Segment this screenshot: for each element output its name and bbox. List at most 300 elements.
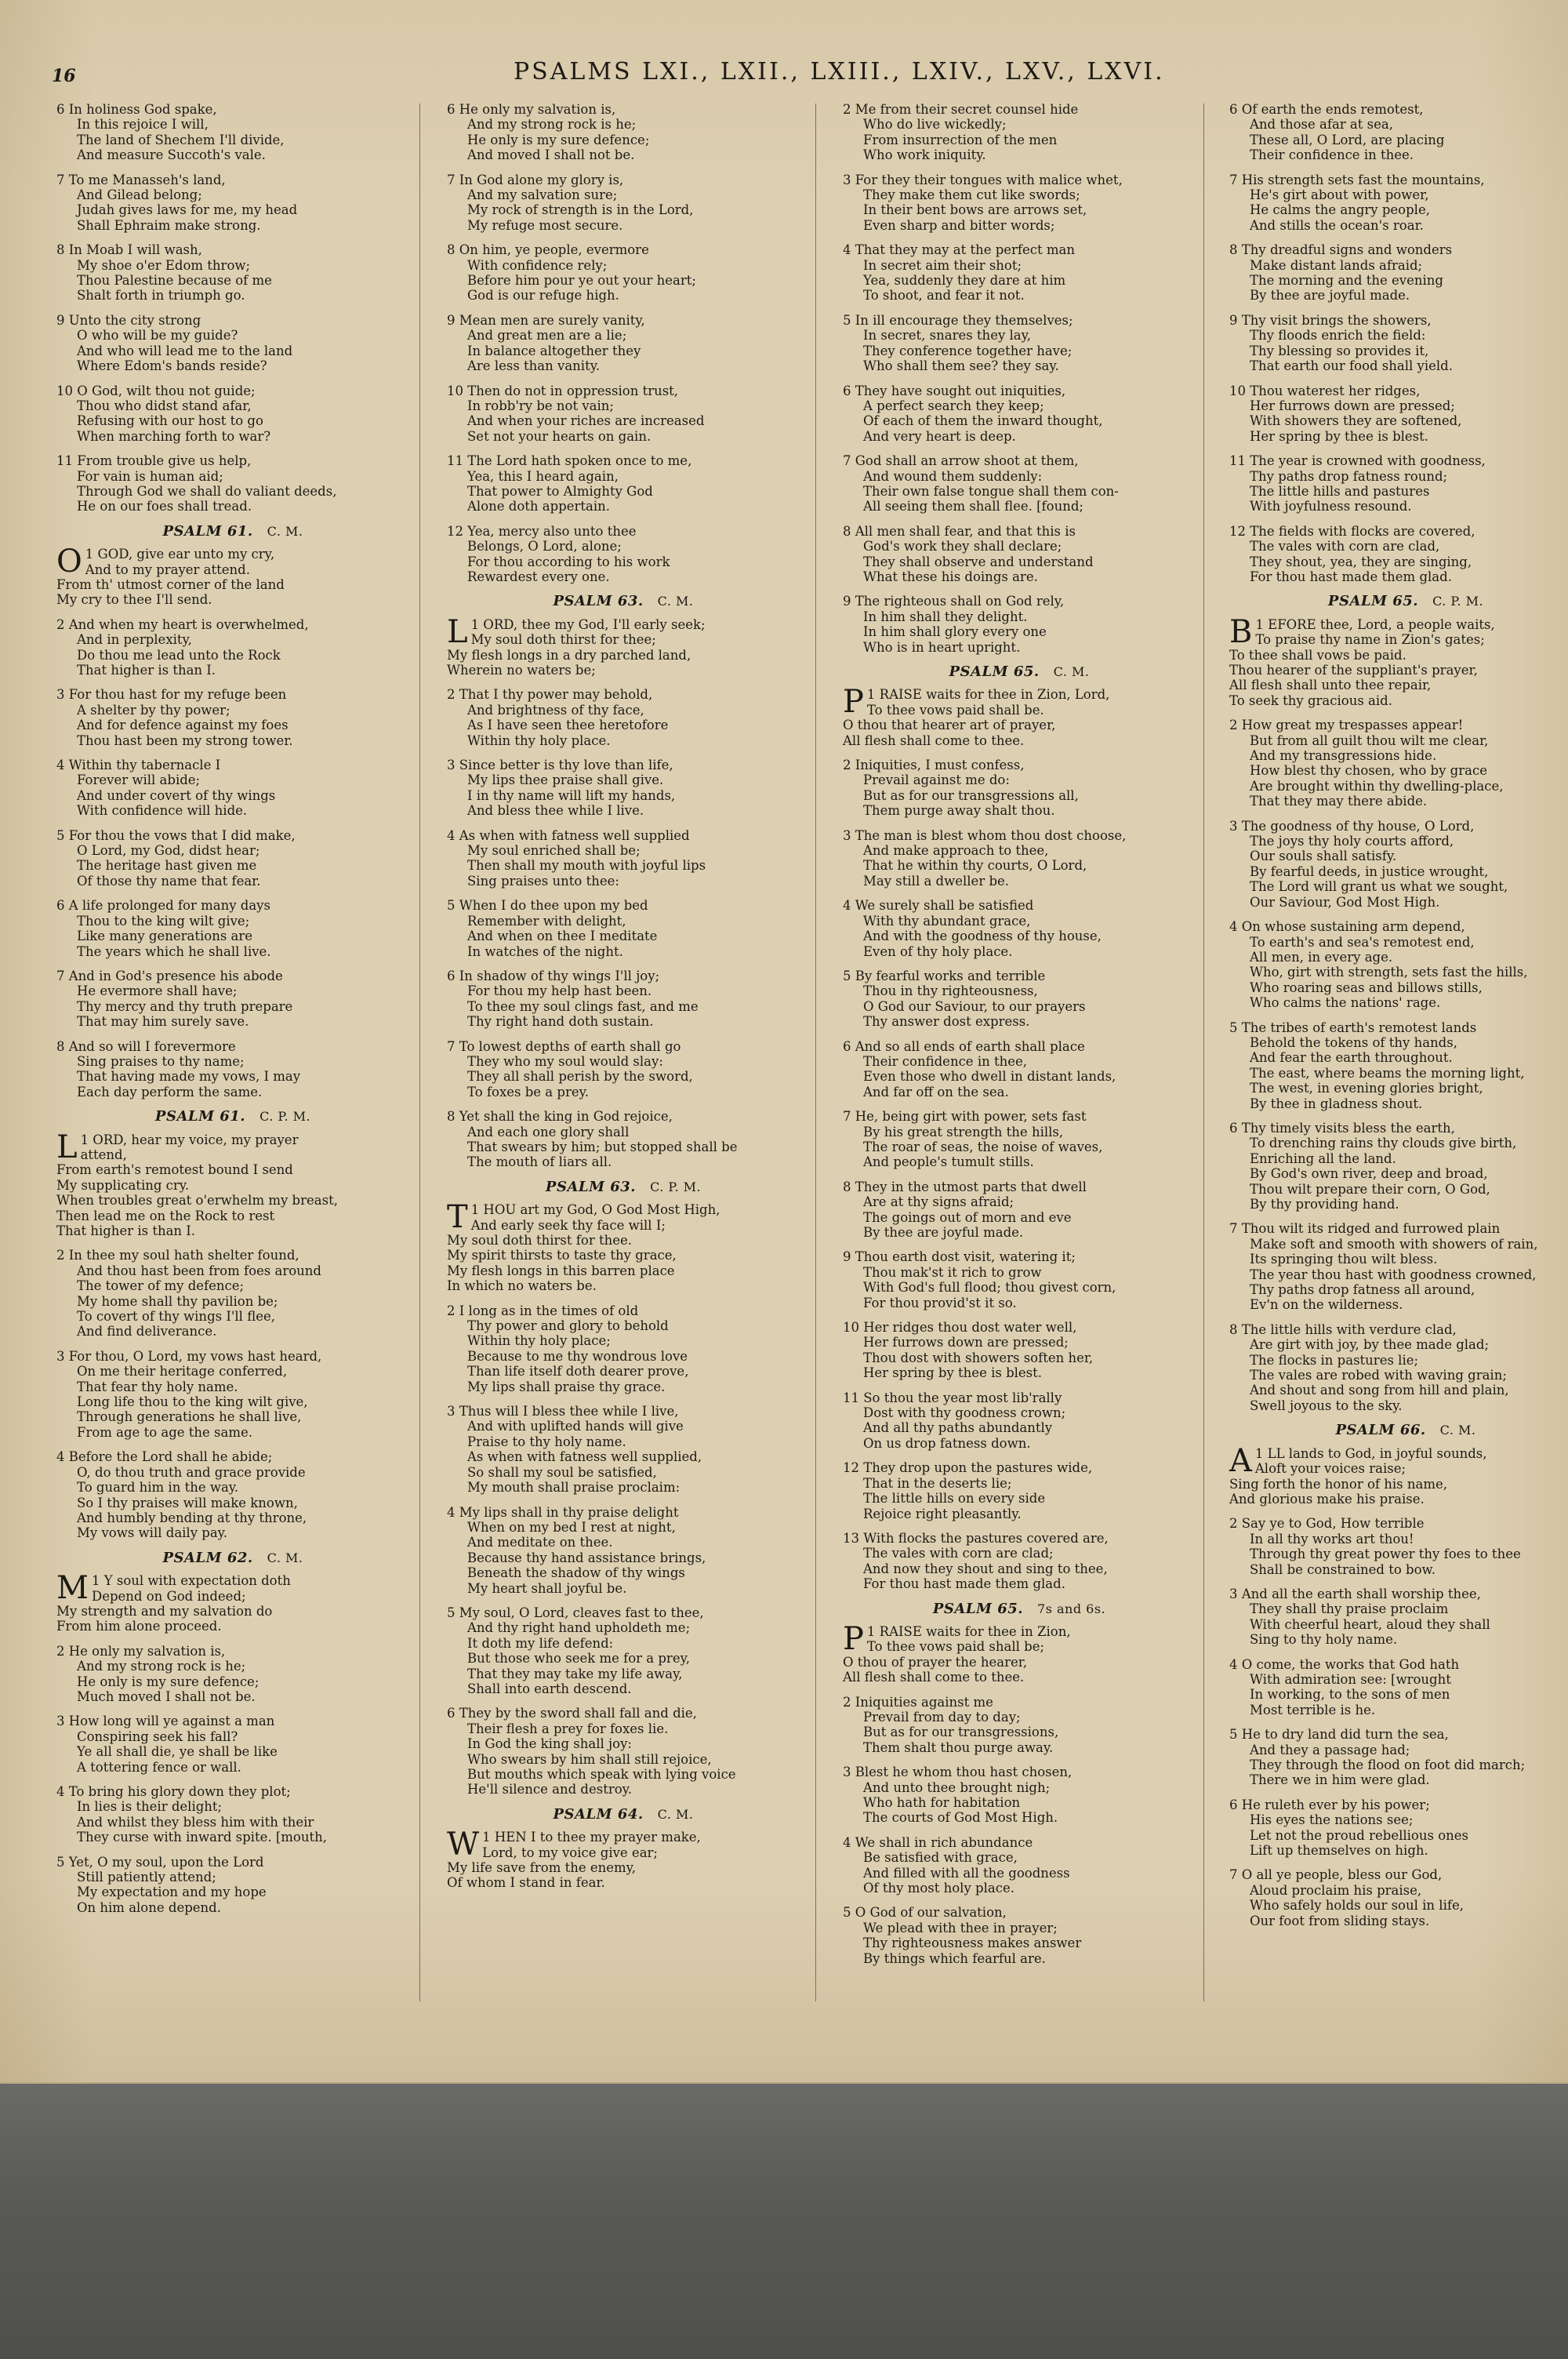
verse-line: 9 Unto the city strong <box>56 312 201 328</box>
verse-line: They shall thy praise proclaim <box>1250 1601 1449 1617</box>
verse-line: These all, O Lord, are placing <box>1250 132 1445 147</box>
verse-line: Ye all shall die, ye shall be like <box>77 1744 278 1760</box>
verse <box>843 383 1196 445</box>
verse-line: 3 The man is blest whom thou dost choose, <box>843 827 1127 843</box>
verse <box>1229 613 1568 708</box>
verse-line: Sing praises unto thee: <box>467 873 619 889</box>
verse-line: By fearful deeds, in justice wrought, <box>1250 863 1489 879</box>
verse-line: And unto thee brought nigh; <box>863 1779 1051 1795</box>
verse-line: Then lead me on the Rock to rest <box>56 1208 275 1223</box>
psalm-heading <box>1229 594 1568 609</box>
verse-line: When on my bed I rest at night, <box>467 1519 676 1535</box>
verse-line: In which no waters be. <box>447 1278 597 1294</box>
verse-line: And early seek thy face will I; <box>470 1217 666 1233</box>
verse-line: On us drop fatness down. <box>863 1435 1031 1451</box>
verse-line: 7 Thou wilt its ridged and furrowed plain <box>1229 1221 1501 1237</box>
verse-line: My strength and my salvation do <box>56 1603 273 1619</box>
drop-cap: A <box>1229 1442 1252 1479</box>
verse-line: In all thy works art thou! <box>1250 1531 1414 1547</box>
verse-line: 7 And in God's presence his abode <box>56 968 283 983</box>
verse-line: With confidence rely; <box>467 257 608 273</box>
verse-line: 7 In God alone my glory is, <box>447 172 624 187</box>
verse-line: God's work they shall declare; <box>863 539 1062 554</box>
verse-line: 3 Blest he whom thou hast chosen, <box>843 1765 1073 1780</box>
verse <box>447 1303 800 1394</box>
verse-line: Beneath the shadow of thy wings <box>467 1565 685 1581</box>
verse-line: 9 Thy visit brings the showers, <box>1229 312 1432 328</box>
column-divider <box>815 104 816 2001</box>
verse-line: With cheerful heart, aloud they shall <box>1250 1616 1490 1632</box>
verse-line: And make approach to thee, <box>863 843 1049 859</box>
verse-line: That earth our food shall yield. <box>1250 358 1453 374</box>
verse-line: 3 For thou, O Lord, my vows hast heard, <box>56 1348 322 1364</box>
verse-line: Like many generations are <box>77 929 253 944</box>
verse-line: The goings out of morn and eve <box>863 1209 1072 1225</box>
verse-line: Thou hast been my strong tower. <box>77 732 293 748</box>
verse <box>843 1039 1196 1100</box>
verse <box>843 1835 1196 1896</box>
verse <box>447 1404 800 1495</box>
verse-line: When troubles great o'erwhelm my breast, <box>56 1193 338 1209</box>
text-column-2 <box>447 102 800 1900</box>
verse-line: Thou dost with showers soften her, <box>863 1350 1094 1365</box>
verse-line: They shout, yea, they are singing, <box>1250 554 1472 569</box>
verse-line: 6 He ruleth ever by his power; <box>1229 1797 1430 1812</box>
verse-line: The west, in evening glories bright, <box>1250 1081 1483 1096</box>
verse-line: And far off on the sea. <box>863 1084 1009 1100</box>
verse-line: My heart shall joyful be. <box>467 1580 627 1596</box>
psalm-title: PSALM 63. <box>545 1178 637 1195</box>
verse-line: 1 LL lands to God, in joyful sounds, <box>1254 1445 1487 1461</box>
verse-line: Where Edom's bands reside? <box>77 358 267 374</box>
verse-line: Yea, this I heard again, <box>467 468 619 484</box>
verse-line: And my strong rock is he; <box>467 117 637 133</box>
verse-line: And shout and song from hill and plain, <box>1250 1383 1509 1398</box>
verse-line: And now they shout and sing to thee, <box>863 1561 1108 1576</box>
verse-line: Wherein no waters be; <box>447 663 596 678</box>
verse-line: 7 God shall an arrow shoot at them, <box>843 453 1079 469</box>
verse-line: Its springing thou wilt bless. <box>1250 1252 1438 1267</box>
verse-line: Aloud proclaim his praise, <box>1250 1882 1422 1898</box>
verse-line: Her spring by thee is blest. <box>863 1365 1043 1381</box>
verse-line: 5 When I do thee upon my bed <box>447 898 648 914</box>
verse <box>843 898 1196 959</box>
verse-line: Thy right hand doth sustain. <box>467 1014 654 1030</box>
verse-line: 1 ORD, thee my God, I'll early seek; <box>470 616 706 632</box>
verse-line: The joys thy holy courts afford, <box>1250 834 1454 849</box>
verse <box>843 1249 1196 1310</box>
verse-line: My shoe o'er Edom throw; <box>77 257 251 273</box>
verse <box>447 1109 800 1170</box>
drop-cap: B <box>1229 613 1253 650</box>
verse-line: 4 My lips shall in thy praise delight <box>447 1504 679 1520</box>
verse <box>1229 242 1568 304</box>
verse-line: My vows will daily pay. <box>77 1525 228 1541</box>
verse <box>843 242 1196 304</box>
verse-line: Who roaring seas and billows stills, <box>1250 980 1483 995</box>
verse-line: All flesh shall come to thee. <box>843 1670 1025 1685</box>
verse <box>1229 1797 1568 1859</box>
verse-line: 9 The righteous shall on God rely, <box>843 594 1065 609</box>
verse-line: 10 O God, wilt thou not guide; <box>56 383 256 398</box>
verse-line: Through God we shall do valiant deeds, <box>77 483 337 499</box>
verse-line: The vales are robed with waving grain; <box>1250 1368 1507 1383</box>
verse-line: That they may take my life away, <box>467 1666 683 1681</box>
verse-line: He's girt about with power, <box>1250 187 1429 203</box>
verse-line: As when with fatness well supplied, <box>467 1449 702 1465</box>
verse-line: 7 To lowest depths of earth shall go <box>447 1038 681 1054</box>
psalm-title: PSALM 66. <box>1335 1422 1426 1439</box>
verse <box>447 828 800 889</box>
verse-line: All men, in every age. <box>1250 949 1393 965</box>
verse-line: In their bent bows are arrows set, <box>863 202 1087 218</box>
verse-line: My supplicating cry. <box>56 1177 190 1193</box>
verse-line: By things which fearful are. <box>863 1950 1046 1966</box>
verse <box>843 1460 1196 1521</box>
verse-line: By thee are joyful made. <box>1250 288 1410 304</box>
verse-line: In this rejoice I will, <box>77 117 209 133</box>
verse-line: From him alone proceed. <box>56 1619 222 1634</box>
verse-line: And whilst they bless him with their <box>77 1814 314 1830</box>
verse <box>447 1505 800 1596</box>
verse-line: They conference together have; <box>863 343 1073 358</box>
psalm-title: PSALM 61. <box>154 1108 246 1125</box>
verse-line: Within thy holy place. <box>467 732 611 748</box>
verse-line: 2 That I thy power may behold, <box>447 687 653 703</box>
verse <box>447 524 800 585</box>
verse-line: For thou provid'st it so. <box>863 1295 1017 1310</box>
verse-line: 6 They have sought out iniquities, <box>843 383 1066 398</box>
verse <box>56 828 409 889</box>
verse-line: O Lord, my God, didst hear; <box>77 843 260 859</box>
verse-line: Refusing with our host to go <box>77 413 263 429</box>
verse-line: Shall be constrained to bow. <box>1250 1561 1436 1577</box>
verse-line: Praise to thy holy name. <box>467 1434 626 1449</box>
verse-line: 4 O come, the works that God hath <box>1229 1656 1460 1672</box>
verse-line: 1 ORD, hear my voice, my prayer <box>80 1132 299 1147</box>
drop-cap: M <box>56 1570 89 1607</box>
psalm-heading <box>56 1109 409 1124</box>
psalm-title: PSALM 64. <box>553 1805 644 1823</box>
verse <box>447 242 800 304</box>
verse <box>447 102 800 163</box>
verse-line: Thou to the king wilt give; <box>77 913 250 929</box>
verse-line: Thou mak'st it rich to grow <box>863 1264 1042 1280</box>
verse <box>843 594 1196 655</box>
verse-line: 5 Yet, O my soul, upon the Lord <box>56 1854 264 1870</box>
verse <box>1229 1657 1568 1718</box>
verse-line: That swears by him; but stopped shall be <box>467 1139 738 1154</box>
verse-line: To drenching rains thy clouds give birth, <box>1250 1136 1517 1151</box>
verse-line: 6 Of earth the ends remotest, <box>1229 102 1424 117</box>
verse <box>56 1349 409 1440</box>
verse-line: And people's tumult stills. <box>863 1154 1034 1170</box>
verse-line: attend, <box>80 1147 127 1162</box>
verse-line: From earth's remotest bound I send <box>56 1162 293 1178</box>
verse-line: 7 O all ye people, bless our God, <box>1229 1867 1443 1883</box>
verse-line: And find deliverance. <box>77 1324 217 1339</box>
verse-line: 2 Me from their secret counsel hide <box>843 102 1079 117</box>
verse <box>447 173 800 234</box>
drop-cap: P <box>843 1620 864 1657</box>
verse-line: Then shall my mouth with joyful lips <box>467 858 706 874</box>
verse-line: O God our Saviour, to our prayers <box>863 998 1086 1014</box>
psalm-meter: C. M. <box>1439 1423 1476 1438</box>
verse <box>447 453 800 514</box>
verse-line: That they may there abide. <box>1250 794 1428 809</box>
verse-line: 1 HOU art my God, O God Most High, <box>470 1202 720 1218</box>
verse-line: Their confidence in thee, <box>863 1053 1027 1069</box>
verse-line: To thee vows paid shall be. <box>866 702 1044 718</box>
verse-line: Who is in heart upright. <box>863 639 1021 655</box>
verse-line: 1 EFORE thee, Lord, a people waits, <box>1255 616 1495 632</box>
verse <box>56 687 409 748</box>
verse-line: In robb'ry be not vain; <box>467 398 614 413</box>
verse <box>56 543 409 608</box>
verse-line: Of whom I stand in fear. <box>447 1875 605 1891</box>
verse-line: Within thy holy place; <box>467 1333 611 1349</box>
verse-line: 2 I long as in the times of old <box>447 1303 639 1318</box>
verse-line: 2 In thee my soul hath shelter found, <box>56 1248 299 1263</box>
verse-line: And humbly bending at thy throne, <box>77 1510 307 1525</box>
psalm-meter: C. M. <box>1053 664 1090 679</box>
verse-line: 8 All men shall fear, and that this is <box>843 523 1076 539</box>
column-divider <box>419 104 420 2001</box>
verse-line: 7 His strength sets fast the mountains, <box>1229 172 1485 187</box>
verse-line: Dost with thy goodness crown; <box>863 1405 1066 1421</box>
verse-line: For thou according to his work <box>467 554 670 569</box>
verse-line: Her spring by thee is blest. <box>1250 428 1429 444</box>
verse-line: And under covert of thy wings <box>77 787 276 803</box>
verse-line: 9 Thou earth dost visit, watering it; <box>843 1249 1076 1265</box>
verse-line: Through thy great power thy foes to thee <box>1250 1547 1521 1562</box>
verse-line: 1 RAISE waits for thee in Zion, <box>866 1623 1071 1639</box>
verse-line: 8 In Moab I will wash, <box>56 242 202 258</box>
verse-line: Belongs, O Lord, alone; <box>467 539 622 554</box>
verse-line: Make distant lands afraid; <box>1250 257 1423 273</box>
verse <box>1229 1587 1568 1648</box>
verse <box>56 102 409 163</box>
verse-line: On him alone depend. <box>77 1899 221 1915</box>
verse-line: Thou hearer of the suppliant's prayer, <box>1229 663 1478 678</box>
verse-line: I in thy name will lift my hands, <box>467 787 676 803</box>
verse-line: And Gilead belong; <box>77 187 202 203</box>
verse-line: By thee in gladness shout. <box>1250 1096 1423 1111</box>
verse-line: By thee are joyful made. <box>863 1225 1024 1240</box>
verse-line: His eyes the nations see; <box>1250 1812 1414 1828</box>
scan-background <box>0 2084 1568 2359</box>
verse-line: Let not the proud rebellious ones <box>1250 1827 1468 1843</box>
verse-line: And wound them suddenly: <box>863 468 1043 484</box>
verse-line: 12 They drop upon the pastures wide, <box>843 1460 1093 1476</box>
psalm-meter: C. M. <box>267 1550 303 1565</box>
psalm-heading <box>447 1807 800 1822</box>
verse-line: And those afar at sea, <box>1250 117 1393 133</box>
verse-line: Who, girt with strength, sets fast the hills, <box>1250 965 1528 980</box>
verse-line: And thou hast been from foes around <box>77 1263 321 1278</box>
verse-line: 3 And all the earth shall worship thee, <box>1229 1586 1481 1601</box>
verse-line: 6 They by the sword shall fall and die, <box>447 1706 697 1721</box>
verse-line: We plead with thee in prayer; <box>863 1920 1058 1936</box>
verse-line: 8 Yet shall the king in God rejoice, <box>447 1109 673 1125</box>
verse-line: How blest thy chosen, who by grace <box>1250 763 1487 779</box>
verse-line: In balance altogether they <box>467 343 641 358</box>
verse-line: My home shall thy pavilion be; <box>77 1293 278 1309</box>
verse <box>56 617 409 678</box>
verse-line: When marching forth to war? <box>77 428 271 444</box>
verse-line: Even sharp and bitter words; <box>863 217 1055 233</box>
verse <box>1229 1516 1568 1577</box>
verse-line: My flesh longs in this barren place <box>447 1263 675 1278</box>
verse <box>843 684 1196 748</box>
verse <box>56 1570 409 1634</box>
verse-line: 8 They in the utmost parts that dwell <box>843 1179 1087 1194</box>
verse-line: 8 Thy dreadful signs and wonders <box>1229 242 1453 258</box>
verse <box>56 1129 409 1239</box>
verse-line: To thee shall vows be paid. <box>1229 647 1406 663</box>
verse-line: Them purge away shalt thou. <box>863 803 1055 819</box>
verse-line: 4 Before the Lord shall he abide; <box>56 1449 273 1465</box>
verse-line: The tower of my defence; <box>77 1278 245 1294</box>
verse <box>843 313 1196 374</box>
verse-line: Who swears by him shall still rejoice, <box>467 1751 712 1767</box>
verse-line: The land of Shechem I'll divide, <box>77 132 285 147</box>
verse-line: 2 He only my salvation is, <box>56 1643 226 1659</box>
verse-line: 10 Her ridges thou dost water well, <box>843 1320 1077 1336</box>
verse-line: Through generations he shall live, <box>77 1409 302 1425</box>
verse-line: 1 GOD, give ear unto my cry, <box>85 547 275 562</box>
verse-line: Of thy most holy place. <box>863 1881 1014 1896</box>
verse-line: 8 The little hills with verdure clad, <box>1229 1321 1457 1337</box>
verse-line: 1 RAISE waits for thee in Zion, Lord, <box>866 687 1110 703</box>
verse <box>447 898 800 959</box>
verse-line: To praise thy name in Zion's gates; <box>1255 632 1485 648</box>
verse-line: Alone doth appertain. <box>467 499 610 514</box>
verse-line: And my salvation sure; <box>467 187 618 203</box>
verse-line: My soul doth thirst for thee. <box>447 1233 632 1248</box>
verse <box>447 1605 800 1696</box>
verse-line: The vales with corn are clad; <box>863 1546 1054 1561</box>
verse-line: 7 He, being girt with power, sets fast <box>843 1109 1087 1125</box>
verse <box>56 383 409 445</box>
verse-line: 10 Thou waterest her ridges, <box>1229 383 1421 398</box>
verse-line: That he within thy courts, O Lord, <box>863 858 1087 874</box>
verse-line: 9 Mean men are surely vanity, <box>447 312 645 328</box>
verse-line: O, do thou truth and grace provide <box>77 1464 306 1480</box>
verse <box>843 828 1196 889</box>
drop-cap: T <box>447 1199 468 1236</box>
verse-line: Prevail from day to day; <box>863 1709 1021 1725</box>
verse <box>1229 718 1568 809</box>
verse-line: Sing forth the honor of his name, <box>1229 1476 1447 1492</box>
verse-line: That having made my vows, I may <box>77 1069 301 1085</box>
verse-line: He on our foes shall tread. <box>77 499 252 514</box>
verse-line: To shoot, and fear it not. <box>863 288 1025 304</box>
verse-line: Their flesh a prey for foxes lie. <box>467 1721 669 1736</box>
running-title: PSALMS LXI., LXII., LXIII., LXIV., LXV., LXVI. <box>514 58 1165 85</box>
verse-line: They who my soul would slay: <box>467 1053 663 1069</box>
verse <box>843 758 1196 819</box>
psalm-title: PSALM 62. <box>162 1549 253 1566</box>
verse-line: 5 For thou the vows that I did make, <box>56 827 296 843</box>
verse-line: In lies is their delight; <box>77 1799 223 1815</box>
verse-line: With thy abundant grace, <box>863 913 1031 929</box>
verse-line: By his great strength the hills, <box>863 1124 1064 1140</box>
verse <box>843 1765 1196 1826</box>
verse-line: Thou in thy righteousness, <box>863 983 1038 999</box>
verse-line: Are at thy signs afraid; <box>863 1194 1014 1210</box>
verse-line: They through the flood on foot did march; <box>1250 1757 1526 1772</box>
verse-line: Her furrows down are pressed; <box>863 1335 1069 1350</box>
verse <box>843 969 1196 1030</box>
verse-line: 3 For they their tongues with malice whet, <box>843 172 1123 187</box>
verse-line: To earth's and sea's remotest end, <box>1250 934 1475 950</box>
verse-line: 5 The tribes of earth's remotest lands <box>1229 1020 1477 1035</box>
verse-line: What these his doings are. <box>863 569 1038 584</box>
verse <box>447 613 800 678</box>
verse-line: To covert of thy wings I'll flee, <box>77 1309 275 1325</box>
verse-line: There we in him were glad. <box>1250 1772 1430 1788</box>
verse-line: Forever will abide; <box>77 772 201 788</box>
verse-line: And glorious make his praise. <box>1229 1491 1425 1507</box>
verse-line: And with the goodness of thy house, <box>863 929 1102 944</box>
verse <box>1229 819 1568 910</box>
psalm-meter: 7s and 6s. <box>1037 1601 1106 1616</box>
verse-line: Even those who dwell in distant lands, <box>863 1069 1116 1085</box>
verse-line: In secret aim their shot; <box>863 257 1022 273</box>
text-column-1 <box>56 102 409 1925</box>
verse-line: 8 And so will I forevermore <box>56 1038 236 1054</box>
verse-line: With showers they are softened, <box>1250 413 1462 429</box>
psalm-meter: C. M. <box>657 1806 694 1822</box>
psalm-heading <box>447 594 800 609</box>
verse-line: Thou who didst stand afar, <box>77 398 252 413</box>
verse-line: Most terrible is he. <box>1250 1702 1376 1717</box>
psalm-title: PSALM 65. <box>932 1600 1024 1617</box>
verse-line: Swell joyous to the sky. <box>1250 1398 1403 1413</box>
verse-line: Thy paths drop fatness all around, <box>1250 1282 1475 1298</box>
verse-line: Shalt forth in triumph go. <box>77 288 245 304</box>
verse-line: Are girt with joy, by thee made glad; <box>1250 1337 1490 1353</box>
verse-line: For thou hast made them glad. <box>863 1576 1065 1592</box>
verse-line: 6 He only my salvation is, <box>447 102 616 117</box>
verse-line: 3 Since better is thy love than life, <box>447 758 673 773</box>
verse-line: Even of thy holy place. <box>863 943 1013 959</box>
psalm-heading <box>843 664 1196 679</box>
verse-line: Shall into earth descend. <box>467 1681 632 1696</box>
drop-cap: L <box>447 613 468 650</box>
verse-line: For thou hast made them glad. <box>1250 569 1452 584</box>
verse <box>843 173 1196 234</box>
verse-line: The heritage hast given me <box>77 858 257 874</box>
verse-line: Our souls shall satisfy. <box>1250 849 1397 864</box>
verse-line: 4 To bring his glory down they plot; <box>56 1784 291 1799</box>
verse <box>843 1905 1196 1966</box>
verse-line: God is our refuge high. <box>467 288 619 304</box>
verse-line: And meditate on thee. <box>467 1535 613 1550</box>
verse-line: And measure Succoth's vale. <box>77 147 266 163</box>
verse-line: In him shall glory every one <box>863 624 1047 640</box>
verse-line: And fear the earth throughout. <box>1250 1050 1453 1066</box>
verse-line: And great men are a lie; <box>467 328 627 343</box>
verse-line: 5 He to dry land did turn the sea, <box>1229 1727 1449 1743</box>
verse-line: And bless thee while I live. <box>467 803 644 819</box>
verse-line: And for defence against my foes <box>77 718 289 733</box>
verse-line: Rejoice right pleasantly. <box>863 1506 1022 1521</box>
verse <box>843 1620 1196 1685</box>
psalm-meter: C. P. M. <box>260 1109 311 1125</box>
verse <box>447 313 800 374</box>
